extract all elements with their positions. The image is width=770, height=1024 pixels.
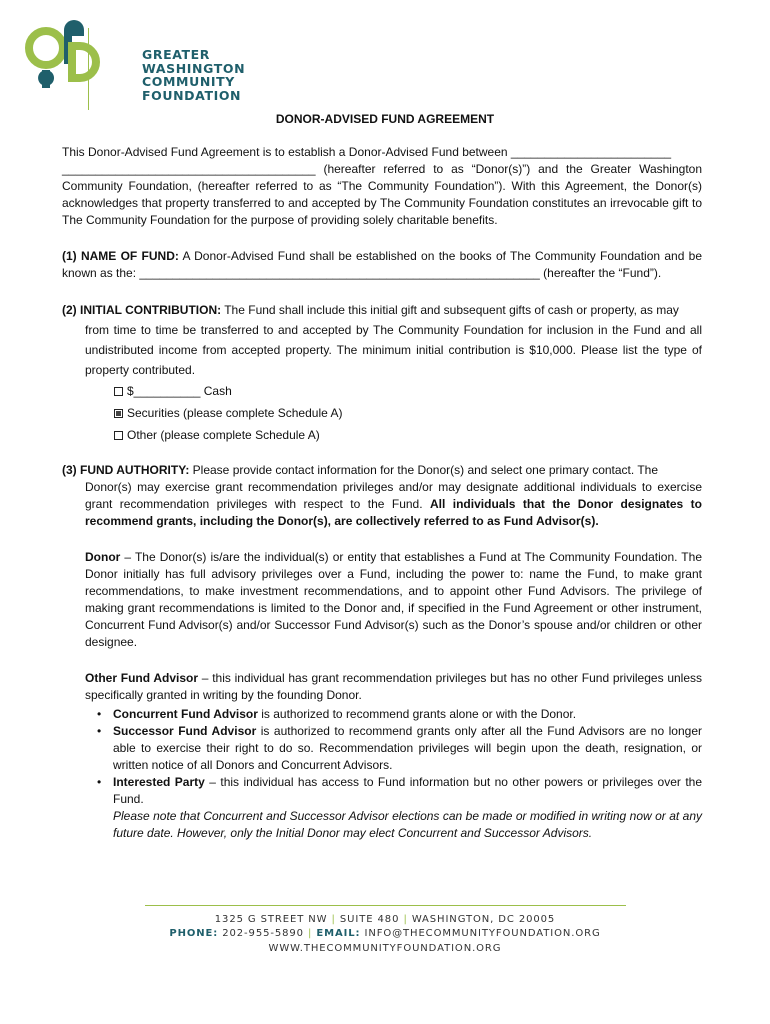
logo-divider: [88, 28, 89, 110]
bullet-text: is authorized to recommend grants alone or with the Donor.: [257, 707, 577, 721]
name-of-fund-section: [62, 248, 702, 282]
footer-street: 1325 G STREET NW: [214, 914, 328, 925]
footer-contact: [0, 928, 770, 939]
name-of-fund-text: A Donor-Advised Fund shall be established on the books of The Community Foundation and be known as the: ____________________________________________________________ (hereafter the “Fund”).: [62, 249, 703, 280]
advisor-election-note: Please note that Concurrent and Successor Advisor elections can be made or modified in writing now or at any future date. However, only the Initial Donor may elect Concurrent and Successor Advisors.: [113, 809, 702, 840]
phone-number: 202-955-5890: [222, 928, 304, 939]
list-item: [85, 723, 702, 774]
logo-line-3: COMMUNITY: [142, 74, 235, 89]
footer-suite: SUITE 480: [339, 914, 400, 925]
initial-contribution-section: [62, 300, 702, 380]
fund-authority-text-2: Donor(s) may exercise grant recommendation privileges and/or may designate additional individuals to exercise grant recommendation privileges with respect to the Fund.: [85, 480, 702, 511]
fund-authority-section: [62, 462, 702, 530]
note-item: [85, 808, 702, 842]
donor-definition: [85, 549, 702, 651]
other-checkbox[interactable]: [114, 431, 123, 440]
logo-line-2: WASHINGTON: [142, 60, 246, 76]
securities-checkbox[interactable]: [114, 409, 123, 418]
option-securities-label: Securities (please complete Schedule A): [127, 406, 343, 420]
bullet-icon: •: [97, 724, 102, 738]
logo-wordmark: [142, 48, 245, 102]
other-advisor-definition: [85, 670, 702, 704]
bullet-text: is authorized to recommend grants only after all the Fund Advisors are no longer able to exercise their right to do so. Recommendation privileges will begin upon the death, resignation, or written notice of all Donors and Concurrent Advisors.: [113, 724, 702, 772]
intro-line-1: This Donor-Advised Fund Agreement is to establish a Donor-Advised Fund between ________________________: [62, 145, 672, 159]
advisor-types-list: [85, 706, 702, 842]
footer-website: WWW.THECOMMUNITYFOUNDATION.ORG: [268, 943, 502, 954]
option-securities[interactable]: [114, 402, 342, 424]
bullet-term: Concurrent Fund Advisor: [113, 707, 258, 721]
fund-authority-text-1: Please provide contact information for the Donor(s) and select one primary contact. The: [189, 463, 659, 477]
name-of-fund-heading: (1) NAME OF FUND:: [62, 249, 179, 263]
footer-separator: |: [403, 914, 408, 925]
intro-paragraph: [62, 144, 702, 229]
fund-authority-bold-text: All individuals that the Donor designates to recommend grants, including the Donor(s), are collectively referred to as Fund Advisor(s).: [85, 497, 702, 528]
list-item: [85, 706, 702, 723]
bullet-text: – this individual has access to Fund information but no other powers or privileges over the Fund.: [113, 775, 703, 806]
document-title: DONOR-ADVISED FUND AGREEMENT: [275, 112, 495, 126]
logo-mark-icon: [22, 12, 142, 100]
initial-contribution-heading: (2) INITIAL CONTRIBUTION:: [62, 303, 222, 317]
donor-heading: Donor: [85, 550, 121, 564]
logo-line-4: FOUNDATION: [142, 87, 242, 103]
footer-city: WASHINGTON, DC 20005: [411, 914, 556, 925]
donor-text: – The Donor(s) is/are the individual(s) or entity that establishes a Fund at The Community Foundation. The Donor initially has full advisory privileges over a Fund, including the power to: name the Fund, to make grant recommendations, to make investment recommendations, and to appoint other Fund Advisors. The privilege of making grant recommendations is limited to the Donor and, if specified in the Fund Agreement or other instrument, Concurrent Fund Advisor(s) and/or Successor Fund Advisor(s) such as the Donor’s spouse and/or children or other designee.: [85, 550, 702, 649]
bullet-icon: •: [97, 707, 102, 721]
phone-label: PHONE:: [169, 928, 219, 939]
option-cash-label: $__________ Cash: [127, 384, 232, 398]
list-item: [85, 774, 702, 808]
email-label: EMAIL:: [316, 928, 361, 939]
intro-body: ______________________________________ (hereafter referred to as “Donor(s)”) and the Greater Washington Community Foundation, (hereafter referred to as “The Community Foundation”). With this Agreement, the Donor(s) acknowledges that property transferred to and accepted by The Community Foundation constitutes an irrevocable gift to The Community Foundation for the purpose of providing solely charitable benefits.: [62, 162, 702, 227]
bullet-term: Interested Party: [113, 775, 205, 789]
fund-authority-heading: (3) FUND AUTHORITY:: [62, 463, 190, 477]
footer-separator: |: [331, 914, 336, 925]
cash-checkbox[interactable]: [114, 387, 123, 396]
foundation-logo: [22, 12, 246, 103]
option-cash[interactable]: [114, 380, 342, 402]
initial-contribution-text-1: The Fund shall include this initial gift and subsequent gifts of cash or property, as may: [221, 303, 679, 317]
footer-divider: [145, 905, 626, 906]
footer-address: [0, 914, 770, 925]
property-type-options: [114, 380, 342, 446]
logo-line-1: GREATER: [142, 47, 211, 62]
other-advisor-text: – this individual has grant recommendation privileges but has no other Fund privileges unless specifically granted in writing by the founding Donor.: [85, 671, 703, 702]
bullet-icon: •: [97, 775, 102, 789]
initial-contribution-text-2: from time to time be transferred to and accepted by The Community Foundation for inclusion in the Fund and all undistributed income from accepted property. The minimum initial contribution is $10,000. Please list the type of property contributed.: [85, 323, 702, 377]
bullet-term: Successor Fund Advisor: [113, 724, 257, 738]
option-other-label: Other (please complete Schedule A): [127, 428, 320, 442]
option-other[interactable]: [114, 424, 342, 446]
email-address: INFO@THECOMMUNITYFOUNDATION.ORG: [364, 928, 601, 939]
footer-separator: |: [308, 928, 313, 939]
other-advisor-heading: Other Fund Advisor: [85, 671, 199, 685]
